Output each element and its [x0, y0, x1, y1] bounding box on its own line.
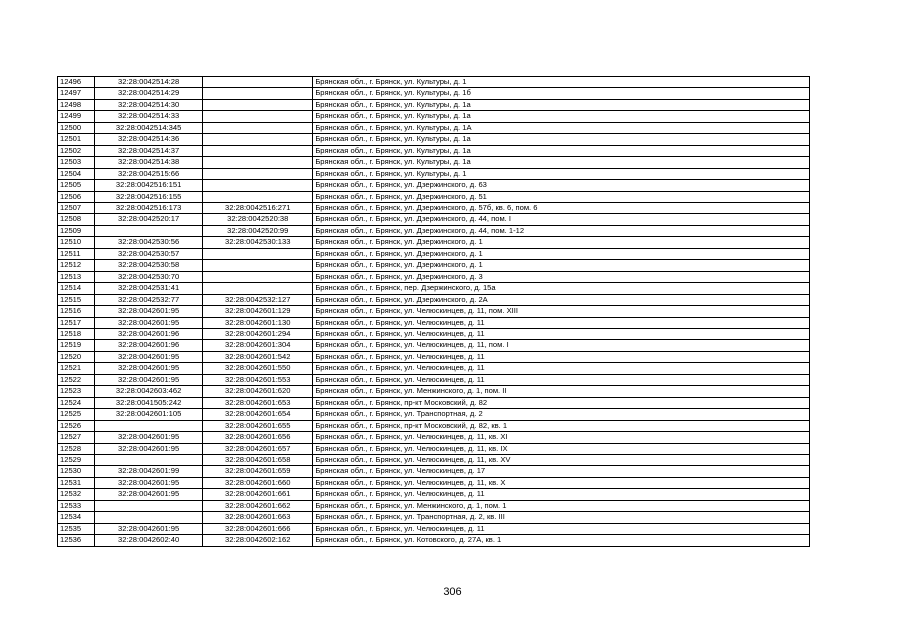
row-number-cell: 12504 — [58, 168, 95, 179]
address-cell: Брянская обл., г. Брянск, ул. Челюскинцев, д. 11, кв. X — [313, 477, 810, 488]
object-cadastral-number-cell — [203, 122, 313, 133]
land-cadastral-number-cell: 32:28:0042601:95 — [95, 351, 203, 362]
land-cadastral-number-cell: 32:28:0042601:96 — [95, 340, 203, 351]
address-cell: Брянская обл., г. Брянск, ул. Транспортная, д. 2 — [313, 409, 810, 420]
object-cadastral-number-cell — [203, 248, 313, 259]
land-cadastral-number-cell: 32:28:0042514:30 — [95, 99, 203, 110]
object-cadastral-number-cell: 32:28:0042520:99 — [203, 225, 313, 236]
table-row — [58, 477, 810, 488]
object-cadastral-number-cell: 32:28:0042601:130 — [203, 317, 313, 328]
land-cadastral-number-cell: 32:28:0042514:29 — [95, 88, 203, 99]
table-row — [58, 202, 810, 213]
address-cell: Брянская обл., г. Брянск, ул. Культуры, д. 1 — [313, 77, 810, 88]
row-number-cell: 12513 — [58, 271, 95, 282]
table-row — [58, 489, 810, 500]
row-number-cell: 12536 — [58, 535, 95, 546]
address-cell: Брянская обл., г. Брянск, ул. Челюскинцев, д. 17 — [313, 466, 810, 477]
table-row — [58, 386, 810, 397]
row-number-cell: 12523 — [58, 386, 95, 397]
land-cadastral-number-cell: 32:28:0042530:70 — [95, 271, 203, 282]
table-row — [58, 260, 810, 271]
address-cell: Брянская обл., г. Брянск, ул. Челюскинцев, д. 11 — [313, 317, 810, 328]
table-row — [58, 306, 810, 317]
land-cadastral-number-cell — [95, 454, 203, 465]
registry-table — [57, 76, 810, 547]
land-cadastral-number-cell: 32:28:0042601:105 — [95, 409, 203, 420]
table-row — [58, 432, 810, 443]
row-number-cell: 12511 — [58, 248, 95, 259]
object-cadastral-number-cell — [203, 180, 313, 191]
object-cadastral-number-cell: 32:28:0042601:657 — [203, 443, 313, 454]
row-number-cell: 12502 — [58, 145, 95, 156]
address-cell: Брянская обл., г. Брянск, ул. Дзержинского, д. 44, пом. 1-12 — [313, 225, 810, 236]
object-cadastral-number-cell: 32:28:0042530:133 — [203, 237, 313, 248]
address-cell: Брянская обл., г. Брянск, ул. Менжинского, д. 1, пом. 1 — [313, 500, 810, 511]
table-row — [58, 523, 810, 534]
land-cadastral-number-cell: 32:28:0042601:95 — [95, 374, 203, 385]
table-row — [58, 225, 810, 236]
object-cadastral-number-cell — [203, 271, 313, 282]
table-row — [58, 409, 810, 420]
table-row — [58, 294, 810, 305]
object-cadastral-number-cell — [203, 134, 313, 145]
address-cell: Брянская обл., г. Брянск, ул. Дзержинского, д. 51 — [313, 191, 810, 202]
table-row — [58, 191, 810, 202]
object-cadastral-number-cell — [203, 157, 313, 168]
object-cadastral-number-cell: 32:28:0042601:129 — [203, 306, 313, 317]
row-number-cell: 12519 — [58, 340, 95, 351]
row-number-cell: 12517 — [58, 317, 95, 328]
table-row — [58, 157, 810, 168]
object-cadastral-number-cell: 32:28:0042601:660 — [203, 477, 313, 488]
address-cell: Брянская обл., г. Брянск, пер. Дзержинского, д. 15а — [313, 283, 810, 294]
address-cell: Брянская обл., г. Брянск, ул. Челюскинцев, д. 11 — [313, 489, 810, 500]
object-cadastral-number-cell — [203, 77, 313, 88]
object-cadastral-number-cell: 32:28:0042602:162 — [203, 535, 313, 546]
land-cadastral-number-cell: 32:28:0042532:77 — [95, 294, 203, 305]
object-cadastral-number-cell: 32:28:0042601:294 — [203, 328, 313, 339]
address-cell: Брянская обл., г. Брянск, ул. Дзержинского, д. 1 — [313, 248, 810, 259]
row-number-cell: 12532 — [58, 489, 95, 500]
table-row — [58, 512, 810, 523]
table-row — [58, 237, 810, 248]
address-cell: Брянская обл., г. Брянск, пр-кт Московский, д. 82 — [313, 397, 810, 408]
address-cell: Брянская обл., г. Брянск, ул. Челюскинцев, д. 11 — [313, 351, 810, 362]
land-cadastral-number-cell: 32:28:0042530:58 — [95, 260, 203, 271]
object-cadastral-number-cell: 32:28:0042601:304 — [203, 340, 313, 351]
table-row — [58, 99, 810, 110]
object-cadastral-number-cell: 32:28:0042601:654 — [203, 409, 313, 420]
object-cadastral-number-cell: 32:28:0042516:271 — [203, 202, 313, 213]
table-row — [58, 351, 810, 362]
row-number-cell: 12530 — [58, 466, 95, 477]
object-cadastral-number-cell: 32:28:0042601:655 — [203, 420, 313, 431]
object-cadastral-number-cell — [203, 168, 313, 179]
table-row — [58, 443, 810, 454]
land-cadastral-number-cell — [95, 420, 203, 431]
object-cadastral-number-cell: 32:28:0042532:127 — [203, 294, 313, 305]
table-row — [58, 340, 810, 351]
address-cell: Брянская обл., г. Брянск, ул. Челюскинцев, д. 11, кв. XV — [313, 454, 810, 465]
object-cadastral-number-cell: 32:28:0042520:38 — [203, 214, 313, 225]
row-number-cell: 12521 — [58, 363, 95, 374]
table-row — [58, 248, 810, 259]
land-cadastral-number-cell: 32:28:0042514:33 — [95, 111, 203, 122]
row-number-cell: 12503 — [58, 157, 95, 168]
row-number-cell: 12507 — [58, 202, 95, 213]
address-cell: Брянская обл., г. Брянск, ул. Культуры, д. 1б — [313, 88, 810, 99]
row-number-cell: 12509 — [58, 225, 95, 236]
object-cadastral-number-cell — [203, 191, 313, 202]
table-row — [58, 168, 810, 179]
land-cadastral-number-cell: 32:28:0042515:66 — [95, 168, 203, 179]
address-cell: Брянская обл., г. Брянск, ул. Дзержинского, д. 2А — [313, 294, 810, 305]
land-cadastral-number-cell: 32:28:0042516:151 — [95, 180, 203, 191]
row-number-cell: 12516 — [58, 306, 95, 317]
address-cell: Брянская обл., г. Брянск, ул. Челюскинцев, д. 11 — [313, 328, 810, 339]
land-cadastral-number-cell — [95, 512, 203, 523]
address-cell: Брянская обл., г. Брянск, ул. Дзержинского, д. 3 — [313, 271, 810, 282]
row-number-cell: 12520 — [58, 351, 95, 362]
table-row — [58, 535, 810, 546]
address-cell: Брянская обл., г. Брянск, ул. Культуры, д. 1а — [313, 111, 810, 122]
object-cadastral-number-cell — [203, 260, 313, 271]
land-cadastral-number-cell — [95, 500, 203, 511]
land-cadastral-number-cell: 32:28:0042514:345 — [95, 122, 203, 133]
land-cadastral-number-cell: 32:28:0042601:95 — [95, 443, 203, 454]
object-cadastral-number-cell: 32:28:0042601:553 — [203, 374, 313, 385]
table-row — [58, 111, 810, 122]
land-cadastral-number-cell: 32:28:0042601:95 — [95, 489, 203, 500]
table-row — [58, 363, 810, 374]
address-cell: Брянская обл., г. Брянск, ул. Культуры, д. 1А — [313, 122, 810, 133]
row-number-cell: 12500 — [58, 122, 95, 133]
row-number-cell: 12515 — [58, 294, 95, 305]
row-number-cell: 12498 — [58, 99, 95, 110]
address-cell: Брянская обл., г. Брянск, ул. Дзержинского, д. 1 — [313, 260, 810, 271]
land-cadastral-number-cell: 32:28:0042601:99 — [95, 466, 203, 477]
land-cadastral-number-cell: 32:28:0042514:36 — [95, 134, 203, 145]
address-cell: Брянская обл., г. Брянск, ул. Культуры, д. 1 — [313, 168, 810, 179]
row-number-cell: 12512 — [58, 260, 95, 271]
row-number-cell: 12508 — [58, 214, 95, 225]
address-cell: Брянская обл., г. Брянск, ул. Дзержинского, д. 57б, кв. 6, пом. 6 — [313, 202, 810, 213]
address-cell: Брянская обл., г. Брянск, ул. Культуры, д. 1а — [313, 145, 810, 156]
address-cell: Брянская обл., г. Брянск, ул. Челюскинцев, д. 11 — [313, 363, 810, 374]
land-cadastral-number-cell: 32:28:0042601:95 — [95, 317, 203, 328]
address-cell: Брянская обл., г. Брянск, ул. Челюскинцев, д. 11 — [313, 523, 810, 534]
object-cadastral-number-cell: 32:28:0042601:662 — [203, 500, 313, 511]
table-row — [58, 214, 810, 225]
table-row — [58, 500, 810, 511]
object-cadastral-number-cell: 32:28:0042601:542 — [203, 351, 313, 362]
object-cadastral-number-cell: 32:28:0042601:656 — [203, 432, 313, 443]
row-number-cell: 12529 — [58, 454, 95, 465]
address-cell: Брянская обл., г. Брянск, ул. Культуры, д. 1а — [313, 157, 810, 168]
object-cadastral-number-cell: 32:28:0042601:620 — [203, 386, 313, 397]
land-cadastral-number-cell: 32:28:0042514:38 — [95, 157, 203, 168]
object-cadastral-number-cell: 32:28:0042601:666 — [203, 523, 313, 534]
row-number-cell: 12514 — [58, 283, 95, 294]
row-number-cell: 12531 — [58, 477, 95, 488]
land-cadastral-number-cell: 32:28:0042516:173 — [95, 202, 203, 213]
land-cadastral-number-cell: 32:28:0042514:28 — [95, 77, 203, 88]
row-number-cell: 12533 — [58, 500, 95, 511]
row-number-cell: 12518 — [58, 328, 95, 339]
address-cell: Брянская обл., г. Брянск, ул. Культуры, д. 1а — [313, 99, 810, 110]
table-row — [58, 397, 810, 408]
row-number-cell: 12526 — [58, 420, 95, 431]
table-row — [58, 454, 810, 465]
row-number-cell: 12524 — [58, 397, 95, 408]
row-number-cell: 12501 — [58, 134, 95, 145]
object-cadastral-number-cell — [203, 283, 313, 294]
table-row — [58, 180, 810, 191]
land-cadastral-number-cell: 32:28:0042530:56 — [95, 237, 203, 248]
row-number-cell: 12496 — [58, 77, 95, 88]
row-number-cell: 12510 — [58, 237, 95, 248]
land-cadastral-number-cell: 32:28:0042601:95 — [95, 363, 203, 374]
land-cadastral-number-cell: 32:28:0042530:57 — [95, 248, 203, 259]
land-cadastral-number-cell: 32:28:0042601:95 — [95, 306, 203, 317]
object-cadastral-number-cell — [203, 145, 313, 156]
land-cadastral-number-cell: 32:28:0042514:37 — [95, 145, 203, 156]
table-row — [58, 283, 810, 294]
registry-table-body — [58, 77, 810, 547]
table-row — [58, 420, 810, 431]
address-cell: Брянская обл., г. Брянск, ул. Дзержинского, д. 1 — [313, 237, 810, 248]
object-cadastral-number-cell: 32:28:0042601:550 — [203, 363, 313, 374]
object-cadastral-number-cell: 32:28:0042601:658 — [203, 454, 313, 465]
address-cell: Брянская обл., г. Брянск, ул. Челюскинцев, д. 11, кв. XI — [313, 432, 810, 443]
table-row — [58, 466, 810, 477]
object-cadastral-number-cell: 32:28:0042601:653 — [203, 397, 313, 408]
row-number-cell: 12535 — [58, 523, 95, 534]
object-cadastral-number-cell: 32:28:0042601:659 — [203, 466, 313, 477]
address-cell: Брянская обл., г. Брянск, ул. Челюскинцев, д. 11 — [313, 374, 810, 385]
address-cell: Брянская обл., г. Брянск, ул. Культуры, д. 1а — [313, 134, 810, 145]
page-number: 306 — [443, 586, 462, 598]
table-row — [58, 374, 810, 385]
table-row — [58, 271, 810, 282]
table-row — [58, 317, 810, 328]
land-cadastral-number-cell: 32:28:0041505:242 — [95, 397, 203, 408]
address-cell: Брянская обл., г. Брянск, пр-кт Московский, д. 82, кв. 1 — [313, 420, 810, 431]
land-cadastral-number-cell: 32:28:0042601:96 — [95, 328, 203, 339]
table-row — [58, 122, 810, 133]
land-cadastral-number-cell: 32:28:0042601:95 — [95, 477, 203, 488]
table-row — [58, 145, 810, 156]
object-cadastral-number-cell: 32:28:0042601:663 — [203, 512, 313, 523]
row-number-cell: 12497 — [58, 88, 95, 99]
table-row — [58, 134, 810, 145]
object-cadastral-number-cell — [203, 99, 313, 110]
land-cadastral-number-cell: 32:28:0042520:17 — [95, 214, 203, 225]
row-number-cell: 12534 — [58, 512, 95, 523]
row-number-cell: 12527 — [58, 432, 95, 443]
land-cadastral-number-cell: 32:28:0042602:40 — [95, 535, 203, 546]
land-cadastral-number-cell: 32:28:0042603:462 — [95, 386, 203, 397]
row-number-cell: 12505 — [58, 180, 95, 191]
land-cadastral-number-cell: 32:28:0042516:155 — [95, 191, 203, 202]
address-cell: Брянская обл., г. Брянск, ул. Челюскинцев, д. 11, кв. IX — [313, 443, 810, 454]
land-cadastral-number-cell — [95, 225, 203, 236]
address-cell: Брянская обл., г. Брянск, ул. Дзержинского, д. 63 — [313, 180, 810, 191]
address-cell: Брянская обл., г. Брянск, ул. Челюскинцев, д. 11, пом. XIII — [313, 306, 810, 317]
row-number-cell: 12528 — [58, 443, 95, 454]
object-cadastral-number-cell — [203, 88, 313, 99]
object-cadastral-number-cell — [203, 111, 313, 122]
land-cadastral-number-cell: 32:28:0042601:95 — [95, 432, 203, 443]
address-cell: Брянская обл., г. Брянск, ул. Менжинского, д. 1, пом. II — [313, 386, 810, 397]
address-cell: Брянская обл., г. Брянск, ул. Транспортная, д. 2, кв. III — [313, 512, 810, 523]
land-cadastral-number-cell: 32:28:0042601:95 — [95, 523, 203, 534]
row-number-cell: 12499 — [58, 111, 95, 122]
address-cell: Брянская обл., г. Брянск, ул. Челюскинцев, д. 11, пом. I — [313, 340, 810, 351]
land-cadastral-number-cell: 32:28:0042531:41 — [95, 283, 203, 294]
row-number-cell: 12522 — [58, 374, 95, 385]
address-cell: Брянская обл., г. Брянск, ул. Дзержинского, д. 44, пом. I — [313, 214, 810, 225]
row-number-cell: 12525 — [58, 409, 95, 420]
address-cell: Брянская обл., г. Брянск, ул. Котовского, д. 27А, кв. 1 — [313, 535, 810, 546]
object-cadastral-number-cell: 32:28:0042601:661 — [203, 489, 313, 500]
row-number-cell: 12506 — [58, 191, 95, 202]
table-row — [58, 77, 810, 88]
table-row — [58, 88, 810, 99]
table-row — [58, 328, 810, 339]
